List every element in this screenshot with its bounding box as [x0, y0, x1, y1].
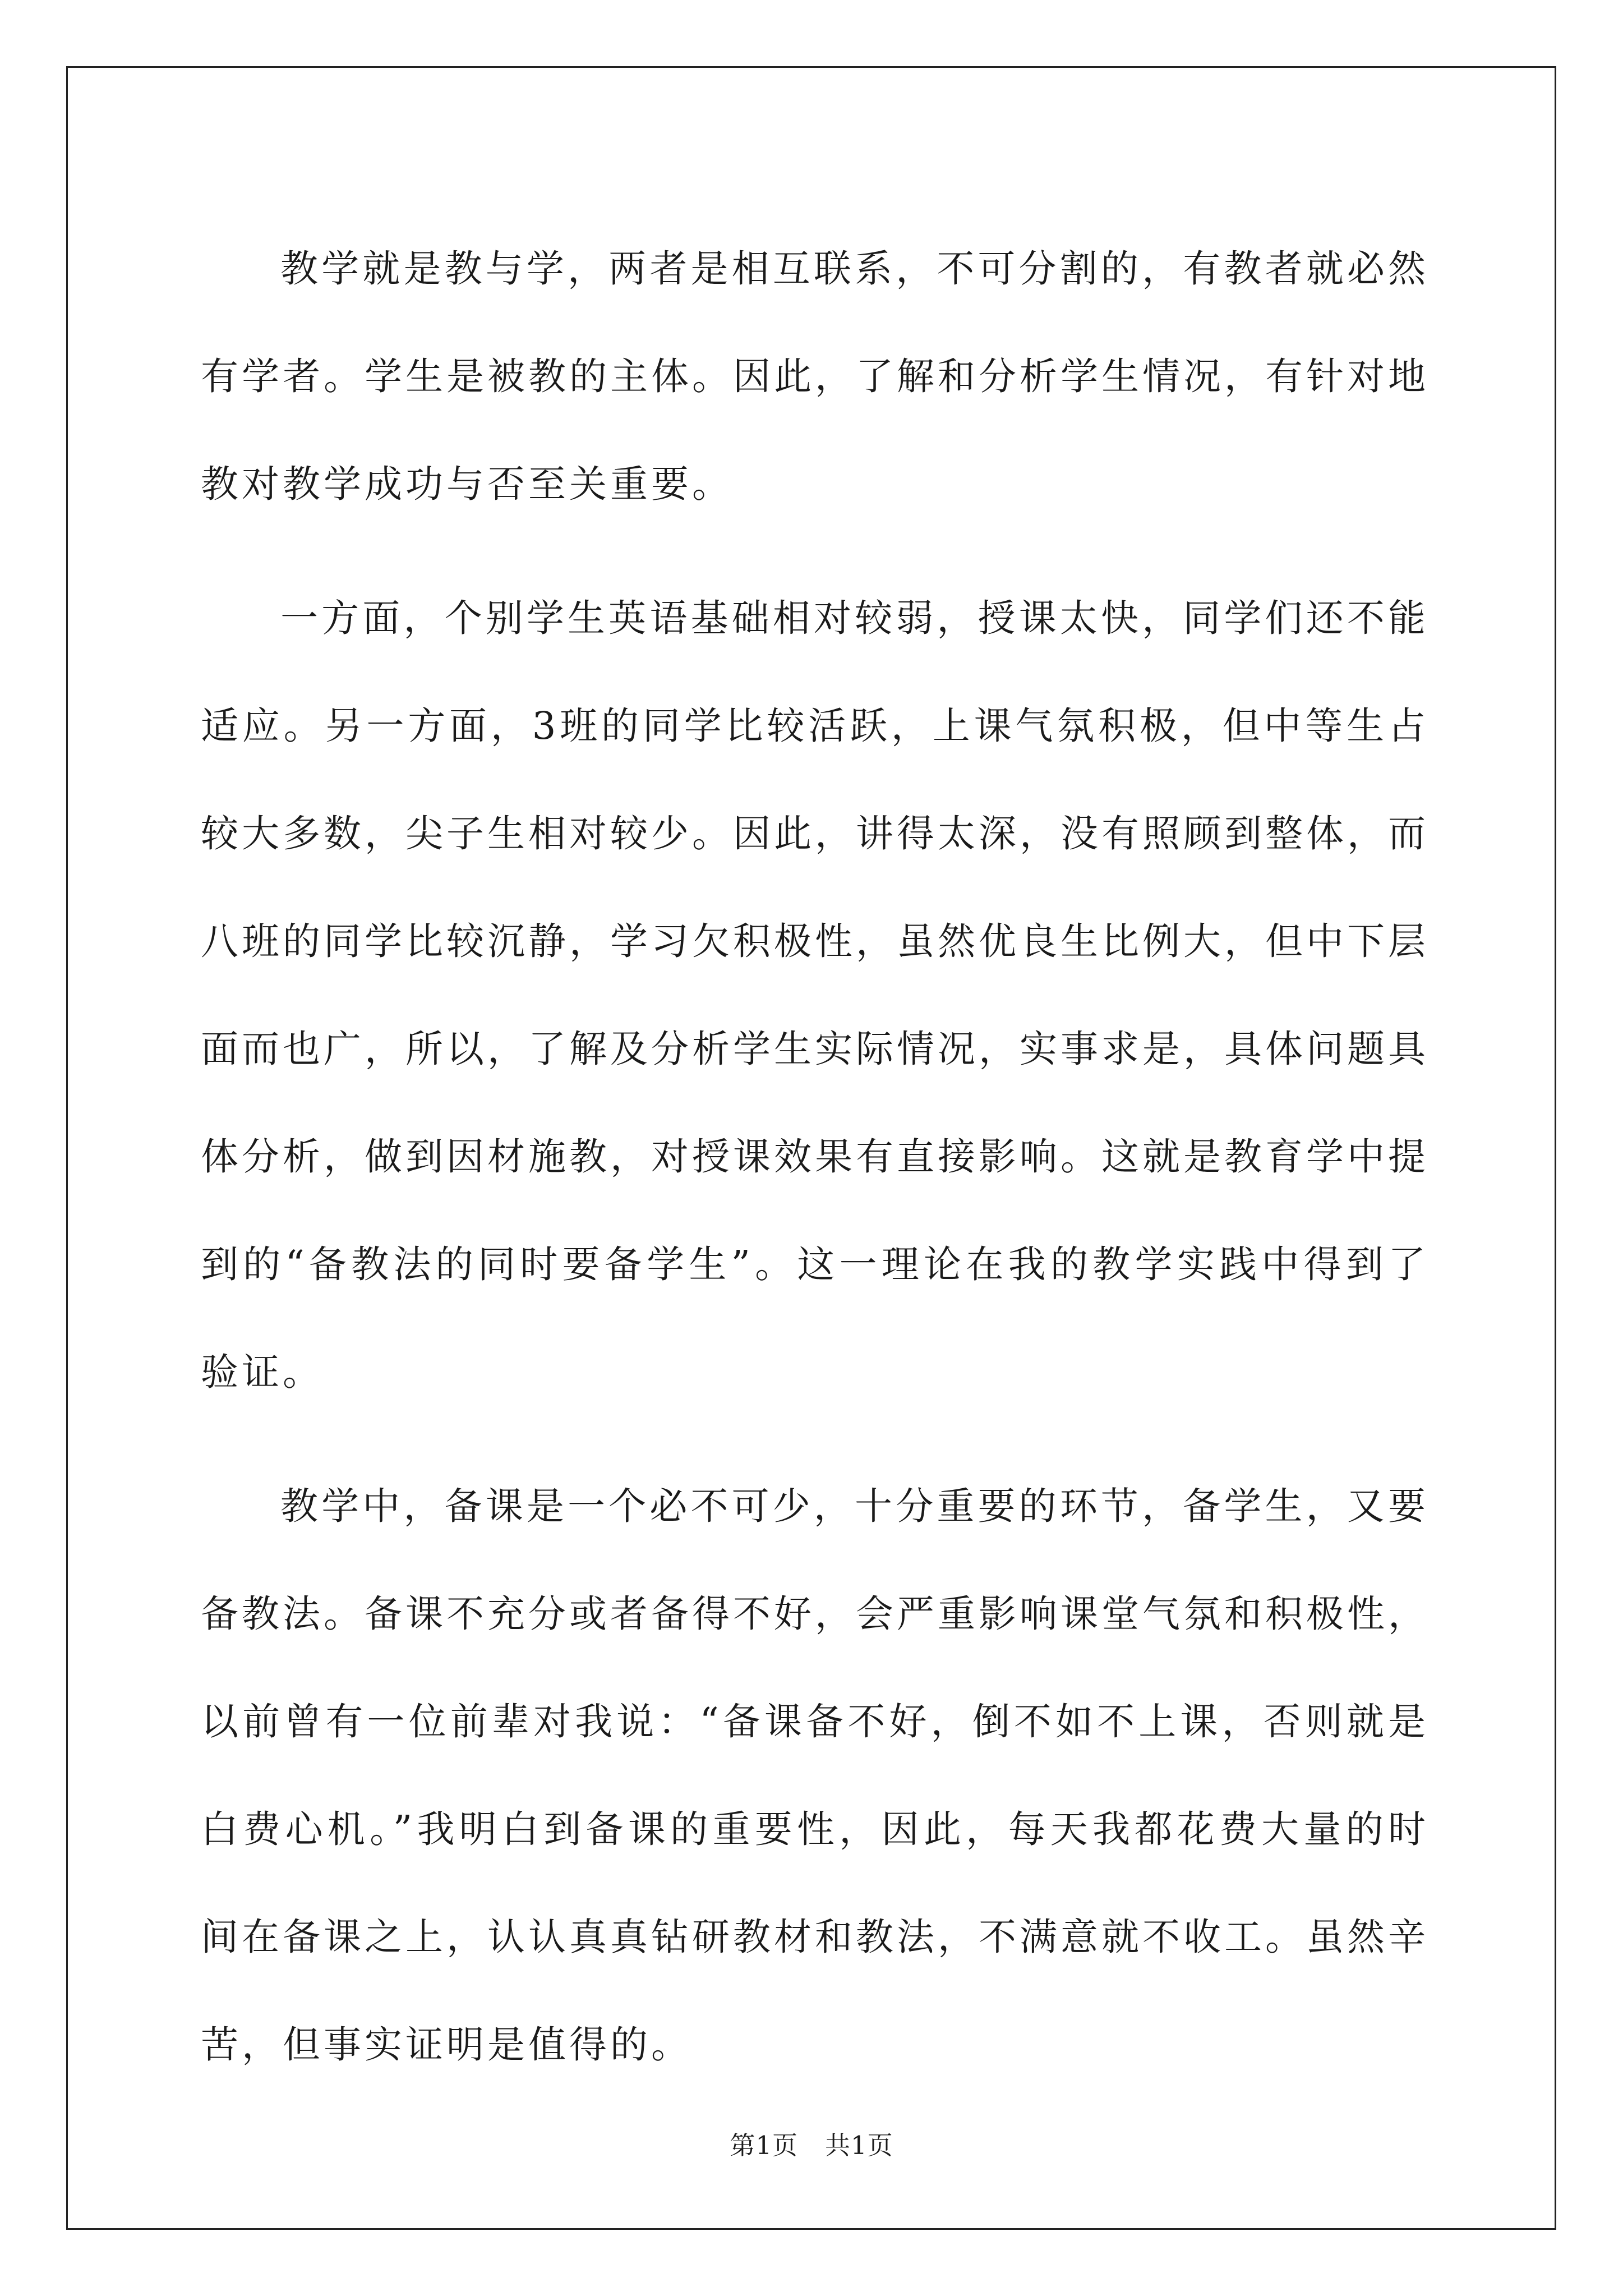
paragraph-3: 教学中，备课是一个必不可少，十分重要的环节，备学生，又要备教法。备课不充分或者备得不好，会严重影响课堂气氛和积极性，以前曾有一位前辈对我说：“备课备不好，倒不如不上课，否则就是白费心机。”我明白到备课的重要性，因此，每天我都花费大量的时间在备课之上，认认真真钻研教材和教法，不满意就不收工。虽然辛苦，但事实证明是值得的。 [201, 1484, 1429, 2067]
page-number-current: 第1页 [730, 2131, 798, 2160]
paragraph-1: 教学就是教与学，两者是相互联系，不可分割的，有教者就必然有学者。学生是被教的主体。因此，了解和分析学生情况，有针对地教对教学成功与否至关重要。 [201, 247, 1429, 506]
document-body [201, 215, 1429, 2125]
page-footer [0, 2129, 1623, 2162]
page-number-total: 共1页 [825, 2131, 893, 2160]
paragraph-2: 一方面，个别学生英语基础相对较弱，授课太快，同学们还不能适应。另一方面，3班的同学比较活跃，上课气氛积极，但中等生占较大多数，尖子生相对较少。因此，讲得太深，没有照顾到整体，而八班的同学比较沉静，学习欠积极性，虽然优良生比例大，但中下层面而也广，所以，了解及分析学生实际情况，实事求是，具体问题具体分析，做到因材施教，对授课效果有直接影响。这就是教育学中提到的“备教法的同时要备学生”。这一理论在我的教学实践中得到了验证。 [201, 596, 1429, 1394]
